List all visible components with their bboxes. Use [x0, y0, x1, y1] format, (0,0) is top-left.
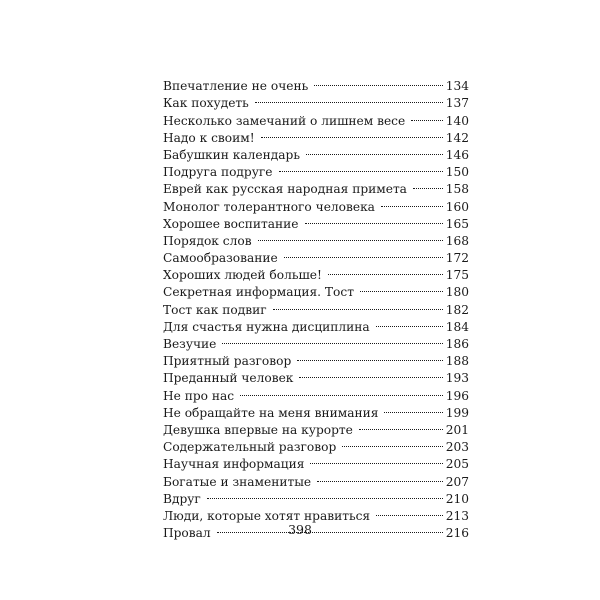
toc-dot-leader: [314, 73, 443, 90]
toc-dot-leader: [258, 228, 443, 245]
toc-entry-title: Самообразование: [163, 251, 278, 266]
toc-entry-page: 180: [445, 285, 469, 300]
toc-entry: [163, 486, 469, 506]
toc-entry-title: Везучие: [163, 337, 217, 351]
toc-entry-page: 140: [445, 113, 469, 128]
toc-entry-title: Тост как подвиг: [163, 302, 267, 317]
toc-entry-page: 158: [445, 182, 469, 197]
toc-entry-page: 201: [445, 422, 469, 437]
toc-entry-page: 205: [445, 457, 469, 472]
toc-entry-title: Девушка впервые на курорте: [163, 422, 353, 437]
toc-dot-leader: [305, 211, 443, 228]
toc-dot-leader: [279, 159, 443, 176]
toc-entry-title: Провал: [163, 526, 211, 541]
toc-dot-leader: [240, 382, 443, 399]
toc-entry-page: 146: [445, 147, 469, 162]
toc-entry-title: Не про нас: [163, 388, 235, 403]
toc-entry-title: Бабушкин календарь: [163, 147, 300, 162]
toc-entry-title: Порядок слов: [163, 233, 252, 248]
toc-entry-title: Для счастья нужна дисциплина: [163, 319, 370, 334]
toc-dot-leader: [342, 434, 442, 451]
toc-dot-leader: [207, 486, 443, 503]
toc-entry-title: Надо к своим!: [163, 130, 255, 145]
toc-entry-page: 165: [445, 216, 469, 231]
toc-dot-leader: [413, 176, 443, 193]
toc-entry-page: 186: [445, 337, 469, 351]
toc-dot-leader: [273, 296, 443, 313]
toc-entry-title: Научная информация: [163, 457, 305, 472]
toc-dot-leader: [299, 365, 442, 382]
toc-entry-title: Еврей как русская народная примета: [163, 182, 407, 197]
toc-entry-title: Секретная информация. Тост: [163, 285, 354, 300]
toc-entry-page: 142: [445, 130, 469, 145]
toc-entry-page: 199: [445, 405, 469, 420]
toc-entry-page: 193: [445, 371, 469, 386]
toc-entry-page: 188: [445, 354, 469, 369]
toc-entry-title: Хороших людей больше!: [163, 268, 322, 283]
toc-dot-leader: [384, 400, 442, 417]
toc-dot-leader: [317, 468, 443, 485]
toc-entry-title: Как похудеть: [163, 96, 249, 111]
toc-dot-leader: [222, 331, 442, 348]
toc-entry-page: 175: [445, 268, 469, 283]
toc-dot-leader: [297, 348, 442, 365]
toc-entry-title: Вдруг: [163, 491, 201, 506]
toc-entry-page: 196: [445, 388, 469, 403]
toc-entry-page: 150: [445, 165, 469, 180]
toc-entry-page: 184: [445, 319, 469, 334]
toc-entry-page: 168: [445, 233, 469, 248]
toc-entry-title: Богатые и знаменитые: [163, 474, 312, 489]
page-number: 398: [288, 522, 312, 537]
toc-dot-leader: [261, 125, 443, 142]
toc-dot-leader: [411, 107, 443, 124]
table-of-contents: [163, 73, 469, 541]
toc-entry-page: 213: [445, 508, 469, 523]
toc-entry-page: 216: [445, 526, 469, 541]
toc-entry-page: 134: [445, 79, 469, 94]
toc-dot-leader: [360, 279, 443, 296]
toc-entry-title: Подруга подруге: [163, 165, 273, 180]
toc-dot-leader: [255, 90, 443, 107]
toc-dot-leader: [376, 314, 443, 331]
toc-entry-title: Приятный разговор: [163, 354, 292, 369]
toc-entry-page: 137: [445, 96, 469, 111]
toc-entry-page: 160: [445, 199, 469, 214]
toc-dot-leader: [376, 503, 443, 520]
toc-entry-page: 207: [445, 474, 469, 489]
toc-entry-title: Преданный человек: [163, 371, 294, 386]
toc-entry-page: 172: [445, 251, 469, 266]
toc-entry-title: Впечатление не очень: [163, 79, 309, 94]
toc-entry: [163, 503, 469, 523]
toc-entry-title: Несколько замечаний о лишнем весе: [163, 113, 406, 128]
toc-dot-leader: [359, 417, 443, 434]
toc-entry-page: 182: [445, 302, 469, 317]
toc-dot-leader: [306, 142, 443, 159]
toc-entry-page: 210: [445, 491, 469, 506]
toc-dot-leader: [328, 262, 443, 279]
toc-entry-page: 203: [445, 440, 469, 455]
toc-dot-leader: [310, 451, 442, 468]
toc-entry-title: Хорошее воспитание: [163, 216, 299, 231]
toc-entry-title: Содержательный разговор: [163, 440, 337, 455]
toc-entry-title: Люди, которые хотят нравиться: [163, 508, 371, 523]
toc-dot-leader: [381, 193, 443, 210]
toc-entry-title: Монолог толерантного человека: [163, 199, 375, 214]
toc-entry-title: Не обращайте на меня внимания: [163, 405, 379, 420]
toc-dot-leader: [284, 245, 443, 262]
toc-entry: [163, 73, 469, 94]
